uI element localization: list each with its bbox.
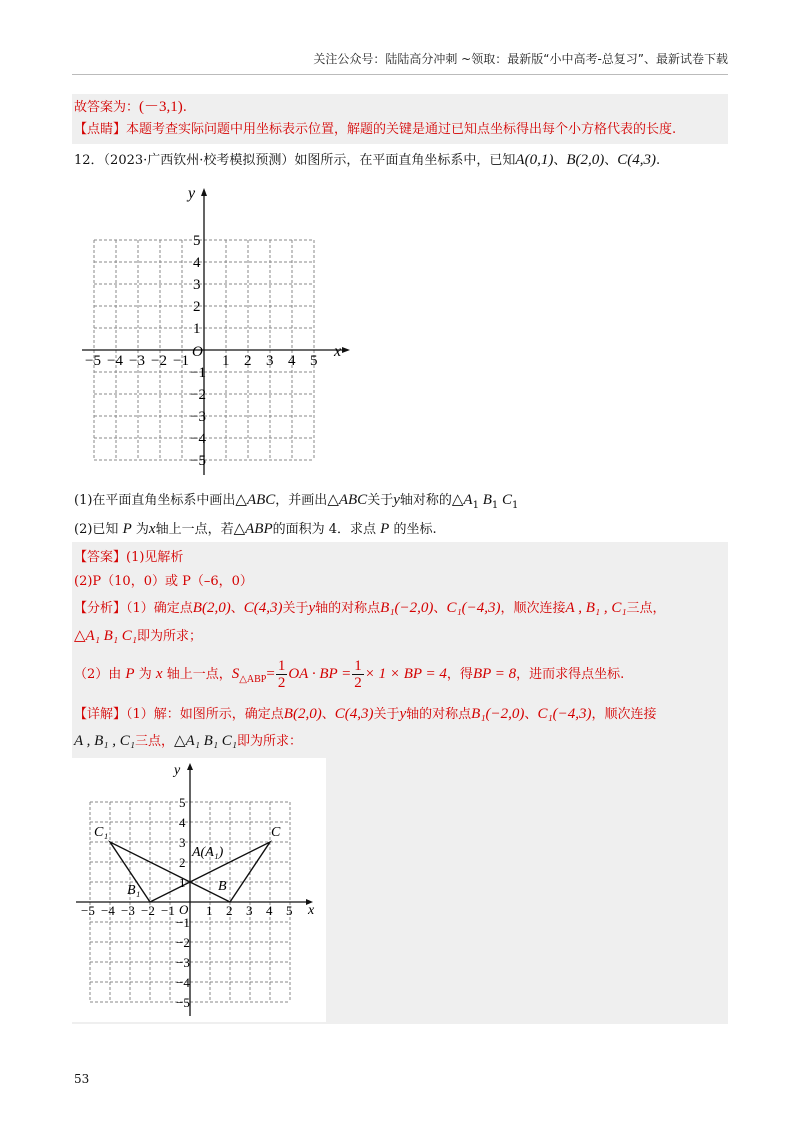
- y-tick-label: −1: [176, 915, 190, 930]
- x-tick-label: −5: [81, 903, 95, 918]
- y-tick-label: 3: [193, 277, 201, 293]
- analysis-line-2: △A₁ B₁ C₁即为所求；: [74, 628, 203, 644]
- y-tick-label: 5: [179, 795, 186, 810]
- label-c: C: [271, 825, 281, 840]
- prev-comment: 【点睛】本题考查实际问题中用坐标表示位置，解题的关键是通过已知点坐标得出每个小方格代表的长度.: [74, 122, 677, 137]
- analysis-line-3: （2）由 P 为 x 轴上一点，$S_{\triangle ABP}=$ $\frac{1}{2}$ OA · BP = $\frac{1}{2}$ × 1 × BP = 4，得BP = 8，进而求得点坐标.: [74, 658, 625, 691]
- x-tick-label: −1: [173, 353, 189, 369]
- prev-answer: 故答案为：(－3,1).: [74, 99, 187, 115]
- label-b: B: [218, 879, 227, 894]
- y-tick-label: 4: [179, 815, 186, 830]
- coordinate-grid-empty: [72, 180, 362, 480]
- x-tick-label: −3: [129, 353, 145, 369]
- x-tick-label: −2: [141, 903, 155, 918]
- question-2: (2)已知 P 为x轴上一点，若△ABP的面积为 4．求点 P 的坐标.: [74, 521, 437, 537]
- y-tick-label: −1: [190, 365, 206, 381]
- y-tick-label: −3: [176, 955, 190, 970]
- y-tick-label: −3: [190, 409, 206, 425]
- x-axis-arrow: [342, 347, 350, 353]
- detail-line-1: 【详解】（1）解：如图所示，确定点B(2,0)、C(4,3)关于y轴的对称点B₁(−2,0)、C₁(−4,3)，顺次连接: [74, 706, 657, 722]
- y-tick-label: 1: [179, 875, 186, 890]
- y-axis-label: y: [188, 185, 196, 202]
- x-tick-label: −3: [121, 903, 135, 918]
- answer-2: (2)P（10，0）或 P（–6，0）: [74, 574, 253, 589]
- y-tick-label: −4: [176, 975, 190, 990]
- x-tick-label: −5: [85, 353, 101, 369]
- x-tick-label: 1: [206, 903, 213, 918]
- x-tick-label: −1: [161, 903, 175, 918]
- y-tick-label: 2: [179, 855, 186, 870]
- x-tick-label: −2: [151, 353, 167, 369]
- x-tick-label: 4: [266, 903, 273, 918]
- y-tick-label: 5: [193, 233, 201, 249]
- analysis-line-1: 【分析】（1）确定点B(2,0)、C(4,3)关于y轴的对称点B₁(−2,0)、C₁(−4,3)，顺次连接A , B₁ , C₁三点，: [74, 600, 666, 616]
- x-tick-label: 2: [244, 353, 252, 369]
- detail-line-2: A , B₁ , C₁三点，△A₁ B₁ C₁即为所求：: [74, 733, 303, 749]
- y-tick-label: 3: [179, 835, 186, 850]
- page-number: 53: [74, 1072, 90, 1086]
- x-tick-label: −4: [101, 903, 115, 918]
- coordinate-grid-solution: [72, 758, 326, 1022]
- x-tick-label: 4: [288, 353, 296, 369]
- page-header: 关注公众号：陆陆高分冲刺 ~领取：最新版“小中高考-总复习”、最新试卷下载: [313, 52, 728, 66]
- problem-stem: 12．（2023·广西钦州·校考模拟预测）如图所示，在平面直角坐标系中，已知A(0,1)、B(2,0)、C(4,3).: [74, 152, 661, 168]
- x-tick-label: −4: [107, 353, 123, 369]
- label-b1: B₁: [127, 883, 141, 898]
- y-tick-label: 4: [193, 255, 201, 271]
- x-tick-label: 1: [222, 353, 230, 369]
- question-1: (1)在平面直角坐标系中画出△ABC，并画出△ABC关于y轴对称的$\triangle A_1$ $B_1$ $C_1$: [74, 492, 519, 511]
- y-tick-label: −4: [190, 431, 206, 447]
- y-tick-label: −5: [176, 995, 190, 1010]
- y-tick-label: −2: [176, 935, 190, 950]
- origin-label: O: [192, 344, 203, 360]
- header-divider: [72, 74, 728, 75]
- answer-1: 【答案】(1)见解析: [74, 550, 184, 565]
- y-tick-label: 1: [193, 321, 201, 337]
- x-tick-label: 2: [226, 903, 233, 918]
- y-axis-arrow: [187, 763, 193, 770]
- x-axis-label: x: [308, 903, 315, 918]
- x-tick-label: 5: [310, 353, 318, 369]
- x-tick-label: 3: [246, 903, 253, 918]
- origin-label: O: [179, 902, 189, 917]
- y-axis-label: y: [174, 763, 181, 778]
- x-axis-label: x: [334, 343, 342, 360]
- y-tick-label: −5: [190, 453, 206, 469]
- label-a-a1: A(A₁): [192, 845, 224, 860]
- y-tick-label: −2: [190, 387, 206, 403]
- x-tick-label: 3: [266, 353, 274, 369]
- y-tick-label: 2: [193, 299, 201, 315]
- y-axis-arrow: [201, 188, 207, 196]
- x-tick-label: 5: [286, 903, 293, 918]
- label-c1: C₁: [94, 825, 109, 840]
